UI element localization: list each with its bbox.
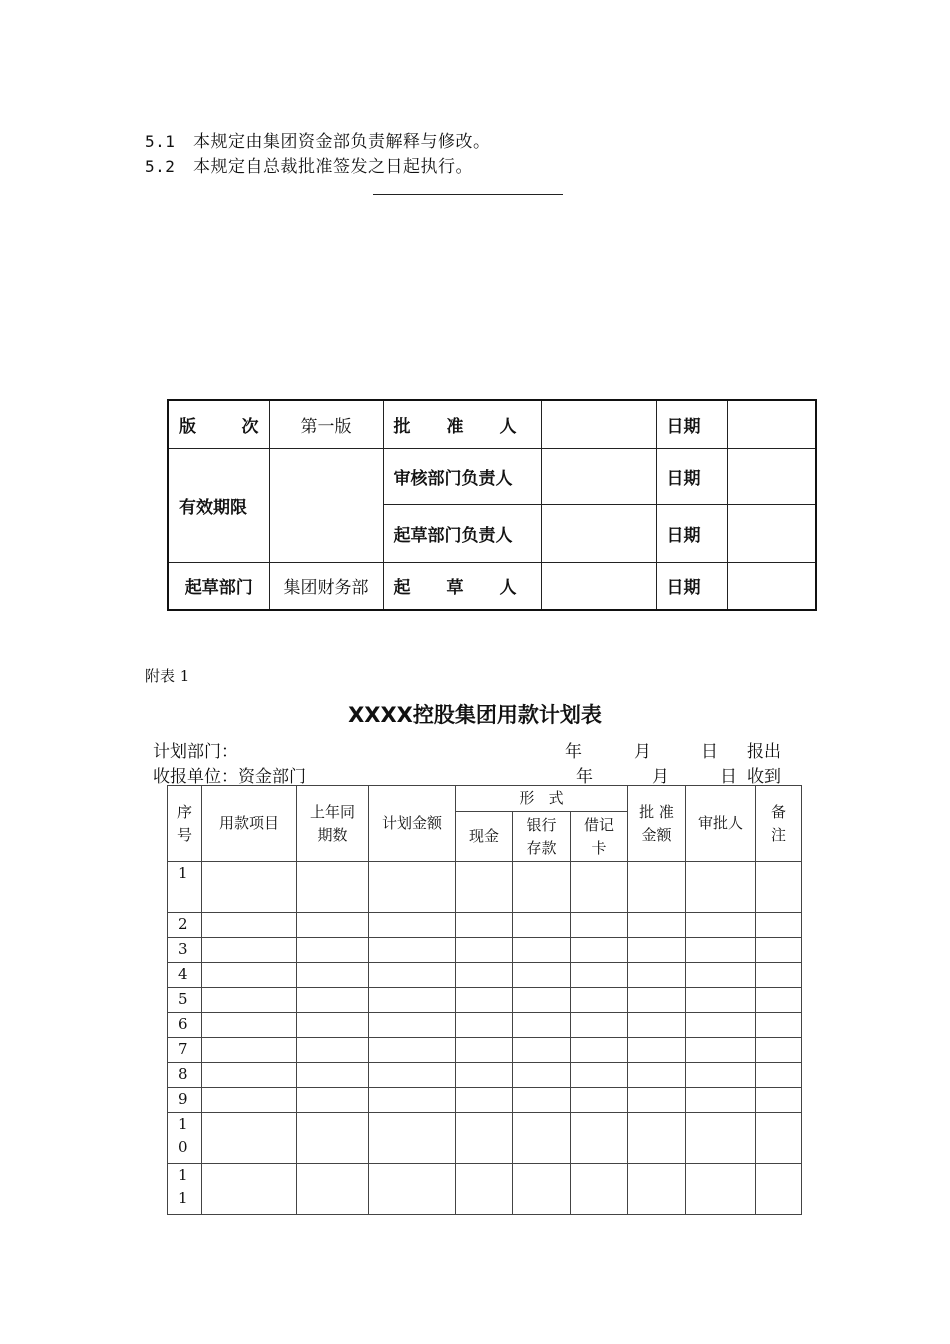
table-cell — [202, 1113, 297, 1164]
table-cell — [756, 1088, 802, 1113]
table-cell — [628, 1164, 686, 1215]
table-cell — [628, 1013, 686, 1038]
clause-number: 5.1 — [145, 132, 176, 151]
validity-value — [269, 448, 383, 562]
form-title: XXXX控股集团用款计划表 — [348, 703, 602, 727]
table-cell — [513, 1088, 571, 1113]
table-cell — [369, 963, 456, 988]
table-cell — [628, 1038, 686, 1063]
row-number: 9 — [168, 1088, 202, 1113]
header-item: 用款项目 — [202, 786, 297, 862]
date-value — [727, 504, 816, 562]
table-cell — [456, 938, 513, 963]
clause-number: 5.2 — [145, 157, 176, 176]
table-row — [168, 1063, 802, 1088]
approver-value — [541, 400, 656, 448]
table-row — [168, 862, 802, 913]
header-remark: 备 注 — [756, 786, 802, 862]
table-cell — [456, 1113, 513, 1164]
table-cell — [369, 988, 456, 1013]
clause-text: 本规定自总裁批准签发之日起执行。 — [193, 157, 473, 177]
table-cell — [686, 938, 756, 963]
table-cell — [686, 988, 756, 1013]
version-label: 版 次 — [168, 400, 269, 448]
validity-label: 有效期限 — [168, 448, 269, 562]
table-cell — [297, 1113, 369, 1164]
table-cell — [686, 1013, 756, 1038]
header-approver: 审批人 — [686, 786, 756, 862]
header-plan-amount: 计划金额 — [369, 786, 456, 862]
reviewer-value — [541, 448, 656, 504]
table-cell — [369, 1164, 456, 1215]
table-cell — [369, 1063, 456, 1088]
table-cell — [571, 1088, 628, 1113]
date-label: 日期 — [656, 562, 727, 610]
table-cell — [756, 913, 802, 938]
row-number: 1 — [168, 862, 202, 913]
table-cell — [456, 1088, 513, 1113]
table-row — [168, 913, 802, 938]
day-label: 日 — [720, 767, 737, 787]
draft-dept-head-value — [541, 504, 656, 562]
drafter-value — [541, 562, 656, 610]
receiver-label: 收报单位：资金部门 — [153, 767, 306, 787]
table-cell — [456, 963, 513, 988]
plan-dept-label: 计划部门： — [153, 742, 238, 762]
table-cell — [297, 988, 369, 1013]
date-value — [727, 400, 816, 448]
drafter-label: 起 草 人 — [383, 562, 541, 610]
table-cell — [571, 938, 628, 963]
end-rule — [373, 194, 563, 195]
table-cell — [202, 1063, 297, 1088]
received-label: 收到 — [747, 767, 781, 787]
header-approved-amount: 批 准 金额 — [628, 786, 686, 862]
table-cell — [297, 1063, 369, 1088]
table-cell — [369, 1088, 456, 1113]
table-cell — [571, 1164, 628, 1215]
row-number: 4 — [168, 963, 202, 988]
table-cell — [513, 938, 571, 963]
table-row — [168, 938, 802, 963]
table-cell — [456, 1063, 513, 1088]
row-number: 8 — [168, 1063, 202, 1088]
table-cell — [571, 1063, 628, 1088]
table-cell — [686, 913, 756, 938]
reviewer-label: 审核部门负责人 — [383, 448, 541, 504]
header-bank-deposit: 银行 存款 — [513, 812, 571, 862]
table-cell — [297, 1164, 369, 1215]
table-cell — [628, 1088, 686, 1113]
header-seq: 序 号 — [168, 786, 202, 862]
table-cell — [756, 1013, 802, 1038]
header-last-year: 上年同 期数 — [297, 786, 369, 862]
table-cell — [513, 913, 571, 938]
table-cell — [628, 1113, 686, 1164]
table-cell — [202, 1088, 297, 1113]
table-cell — [686, 1063, 756, 1088]
table-cell — [369, 938, 456, 963]
table-cell — [628, 1063, 686, 1088]
table-cell — [456, 1038, 513, 1063]
table-cell — [628, 988, 686, 1013]
attachment-label: 附表 1 — [145, 667, 190, 685]
table-cell — [297, 1038, 369, 1063]
fund-plan-table — [167, 785, 802, 1215]
table-cell — [202, 963, 297, 988]
table-cell — [571, 1013, 628, 1038]
year-label: 年 — [576, 767, 593, 787]
table-cell — [756, 1164, 802, 1215]
header-debit-card: 借记 卡 — [571, 812, 628, 862]
table-cell — [571, 1038, 628, 1063]
table-cell — [686, 1088, 756, 1113]
row-number: 1 1 — [168, 1164, 202, 1215]
draft-dept-value: 集团财务部 — [269, 562, 383, 610]
table-cell — [202, 938, 297, 963]
table-row — [168, 1164, 802, 1215]
table-cell — [513, 1013, 571, 1038]
table-cell — [756, 1038, 802, 1063]
table-cell — [513, 1164, 571, 1215]
row-number: 1 0 — [168, 1113, 202, 1164]
date-label: 日期 — [656, 448, 727, 504]
clause-5-2 — [145, 152, 473, 177]
clause-5-1 — [145, 127, 491, 152]
table-cell — [756, 938, 802, 963]
table-cell — [369, 1113, 456, 1164]
clause-text: 本规定由集团资金部负责解释与修改。 — [193, 132, 491, 152]
row-number: 2 — [168, 913, 202, 938]
table-cell — [513, 1113, 571, 1164]
table-cell — [628, 963, 686, 988]
table-cell — [456, 1164, 513, 1215]
table-cell — [628, 862, 686, 913]
draft-dept-label: 起草部门 — [168, 562, 269, 610]
table-cell — [756, 988, 802, 1013]
table-row — [168, 1038, 802, 1063]
table-cell — [369, 1038, 456, 1063]
table-cell — [297, 963, 369, 988]
table-cell — [686, 862, 756, 913]
table-cell — [369, 862, 456, 913]
header-cash: 现金 — [456, 812, 513, 862]
table-cell — [297, 862, 369, 913]
row-number: 6 — [168, 1013, 202, 1038]
date-label: 日期 — [656, 504, 727, 562]
table-cell — [686, 963, 756, 988]
table-cell — [571, 988, 628, 1013]
date-label: 日期 — [656, 400, 727, 448]
table-cell — [571, 862, 628, 913]
month-label: 月 — [634, 742, 651, 762]
table-cell — [686, 1164, 756, 1215]
table-cell — [756, 1113, 802, 1164]
table-cell — [628, 913, 686, 938]
table-row — [168, 1088, 802, 1113]
table-cell — [513, 963, 571, 988]
day-label: 日 — [701, 742, 718, 762]
table-cell — [202, 1038, 297, 1063]
table-cell — [513, 862, 571, 913]
table-cell — [456, 862, 513, 913]
header-form: 形 式 — [456, 786, 628, 812]
table-cell — [202, 913, 297, 938]
table-cell — [686, 1038, 756, 1063]
table-cell — [297, 1088, 369, 1113]
table-cell — [456, 913, 513, 938]
table-cell — [756, 1063, 802, 1088]
table-cell — [756, 963, 802, 988]
table-cell — [571, 1113, 628, 1164]
row-number: 5 — [168, 988, 202, 1013]
table-cell — [513, 1063, 571, 1088]
table-cell — [456, 1013, 513, 1038]
year-label: 年 — [565, 742, 582, 762]
table-cell — [369, 1013, 456, 1038]
row-number: 7 — [168, 1038, 202, 1063]
table-cell — [756, 862, 802, 913]
table-cell — [571, 963, 628, 988]
table-row — [168, 963, 802, 988]
table-cell — [513, 988, 571, 1013]
table-cell — [686, 1113, 756, 1164]
table-cell — [202, 1164, 297, 1215]
table-cell — [202, 988, 297, 1013]
table-cell — [202, 1013, 297, 1038]
signoff-table — [167, 399, 817, 611]
table-cell — [628, 938, 686, 963]
date-value — [727, 562, 816, 610]
table-row — [168, 1013, 802, 1038]
table-cell — [297, 938, 369, 963]
report-out-label: 报出 — [747, 742, 781, 762]
date-value — [727, 448, 816, 504]
table-cell — [297, 913, 369, 938]
table-cell — [456, 988, 513, 1013]
version-value: 第一版 — [269, 400, 383, 448]
approver-label: 批 准 人 — [383, 400, 541, 448]
table-cell — [369, 913, 456, 938]
table-cell — [571, 913, 628, 938]
row-number: 3 — [168, 938, 202, 963]
table-row — [168, 1113, 802, 1164]
table-cell — [202, 862, 297, 913]
table-cell — [513, 1038, 571, 1063]
draft-dept-head-label: 起草部门负责人 — [383, 504, 541, 562]
month-label: 月 — [652, 767, 669, 787]
table-cell — [297, 1013, 369, 1038]
table-row — [168, 988, 802, 1013]
